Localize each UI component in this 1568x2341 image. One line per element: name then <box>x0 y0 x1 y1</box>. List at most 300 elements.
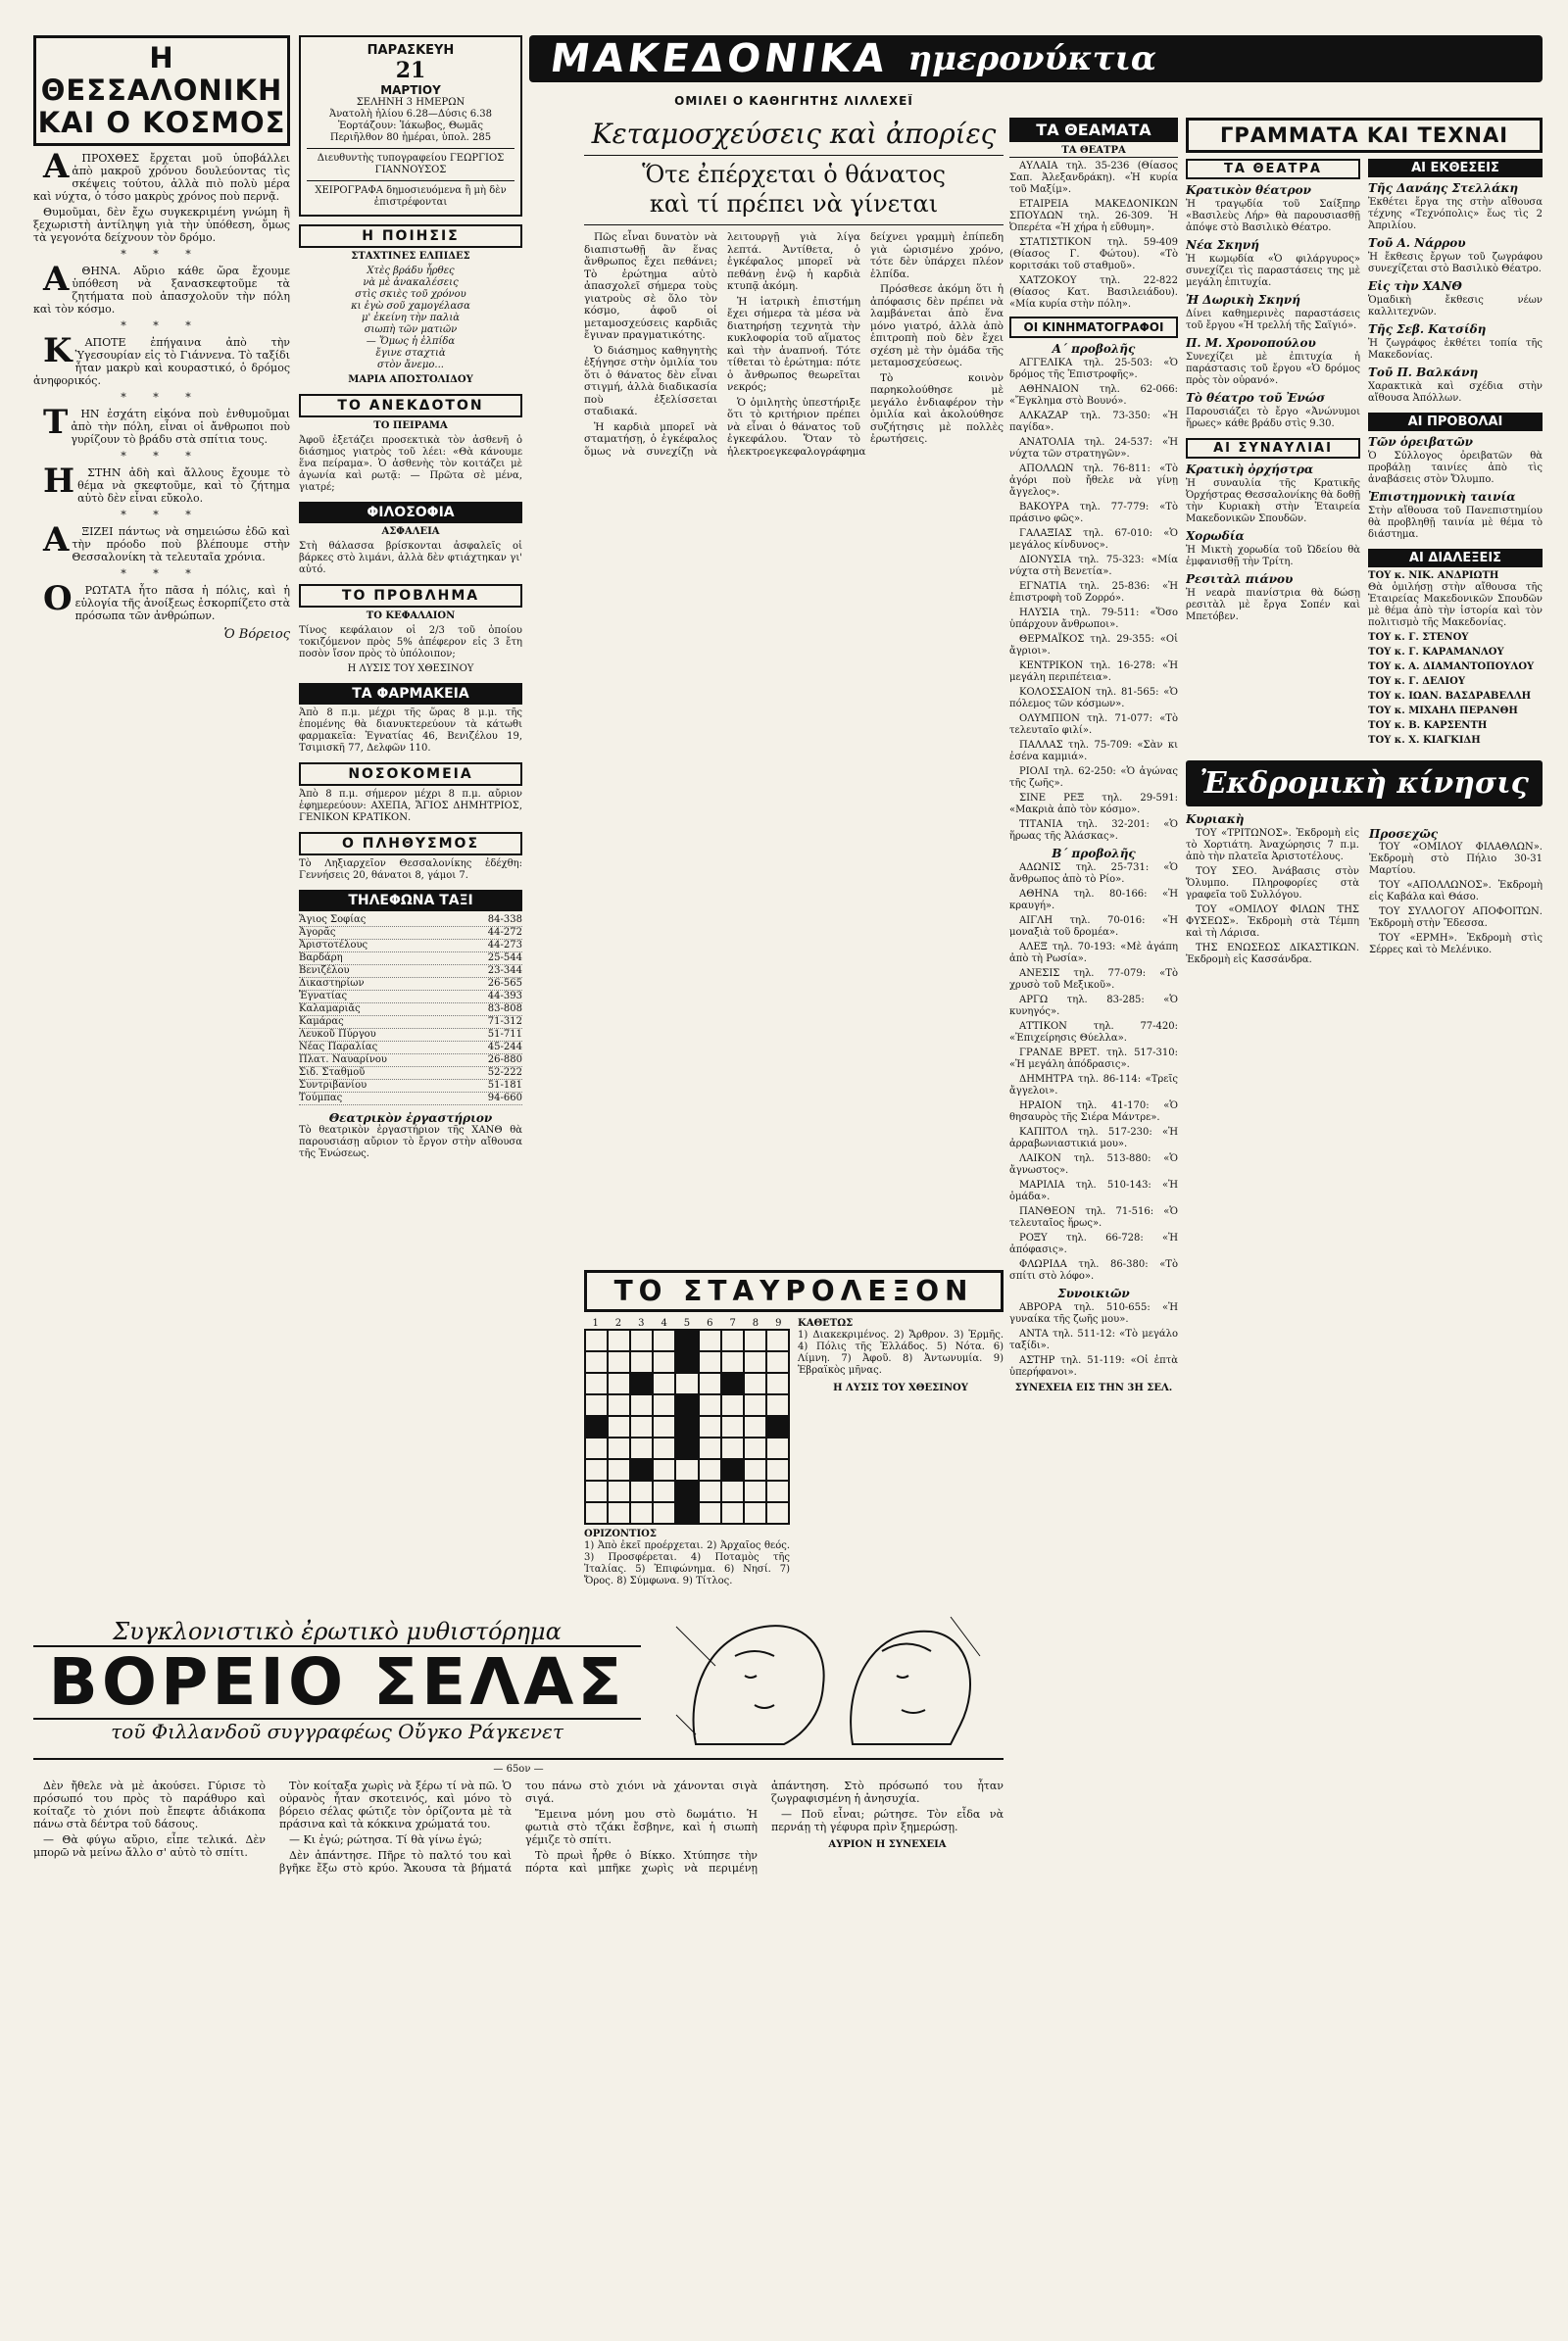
banner-title-main: ΜΑΚΕΔΟΝΙΚΑ <box>547 36 892 81</box>
left-signature: Ὁ Βόρειος <box>223 627 290 642</box>
date-line: Περιῆλθον 80 ἡμέραι, ὑπολ. 285 <box>329 132 492 143</box>
feature-headline-2: Ὅτε ἐπέρχεται ὁ θάνατος <box>642 161 946 188</box>
crossword-cell <box>766 1438 789 1459</box>
crossword-cell <box>585 1481 608 1502</box>
banner-subtitle-text: ΟΜΙΛΕΙ Ο ΚΑΘΗΓΗΤΗΣ ΛΙΛΛΕΧΕΪ <box>674 94 913 108</box>
cinema-entry: ΑΒΡΟΡΑ τηλ. 510-655: «Ἡ γυναίκα τῆς ζωῆς μου». <box>1009 1302 1178 1325</box>
crossword-cell <box>766 1351 789 1373</box>
taxi-number: 94-660 <box>487 1093 522 1103</box>
left-paragraph: ΗΣΤΗΝ ἀδὴ καὶ ἄλλους ἔχουμε τὸ θέμα νὰ σκεφτοῦμε, καὶ τὸ ζήτημα αὐτὸ δὲν εἶναι εὔκολο. <box>43 462 290 505</box>
letters-item-title: Π. Μ. Χρονοπούλου <box>1186 336 1316 350</box>
taxi-station: Λευκοῦ Πύργου <box>299 1029 376 1040</box>
novel-body <box>33 1780 1004 2250</box>
crossword-cell <box>699 1502 721 1524</box>
letters-item-title: Τὸ θέατρο τοῦ Ἐνώσ <box>1186 391 1326 405</box>
exhibition-title: Τοῦ Α. Νάρρου <box>1368 236 1466 250</box>
crossword-cell <box>721 1502 744 1524</box>
taxi-station: Ἐγνατίας <box>299 991 348 1001</box>
date-line: ΣΕΛΗΝΗ 3 ΗΜΕΡΩΝ <box>356 97 466 108</box>
letters-header: ΓΡΑΜΜΑΤΑ ΚΑΙ ΤΕΧΝΑΙ <box>1186 118 1543 153</box>
exhibition-title: Εἰς τὴν ΧΑΝΘ <box>1368 279 1462 293</box>
novel-paragraph: — Ποῦ εἶναι; ρώτησε. Τὸν εἶδα νὰ περνάῃ τὴ γέφυρα πρὶν ξημερώσῃ. <box>771 1808 1004 1833</box>
left-paragraph: ΚΑΠΟΤΕ ἐπήγαινα ἀπὸ τὴν Ὑγεσουρίαν εἰς τὸ Γιάννενα. Τὸ ταξίδι ἦταν μακρὺ καὶ κουραστικό, ὁ δρόμος ἀνηφορικός. <box>33 331 290 387</box>
anecdote-text: Ἀφοῦ ἐξετάζει προσεκτικὰ τὸν ἀσθενῆ ὁ διάσημος γιατρὸς τοῦ λέει: «Θὰ κάνουμε ἕνα πείραμα». Ὁ ἀσθενὴς τὸν κοιτάζει μὲ ἀγωνία καὶ ρωτᾷ: — Πρῶτα σὲ μένα, γιατρέ; <box>299 435 522 493</box>
clinic-text: Ἀπὸ 8 π.μ. σήμερον μέχρι 8 π.μ. αὔριον ἐφημερεύουν: ΑΧΕΠΑ, ἌΓΙΟΣ ΔΗΜΗΤΡΙΟΣ, ΓΕΝΙΚΟΝ ΚΡΑΤΙΚΟΝ. <box>299 789 522 823</box>
letters-item-text: Συνεχίζει μὲ ἐπιτυχία ἡ παράστασις τοῦ ἔργου «Ὁ δρόμος πρὸς τὸν οὐρανό». <box>1186 352 1360 386</box>
concert-text: Ἡ νεαρὰ πιανίστρια θὰ δώσῃ ρεσιτὰλ μὲ ἔργα Σοπέν καὶ Μπετόβεν. <box>1186 588 1360 622</box>
lecture-speaker: ΤΟΥ κ. Γ. ΚΑΡΑΜΑΝΛΟΥ <box>1368 647 1504 658</box>
crossword-cell <box>653 1351 675 1373</box>
taxi-phone-row <box>299 1003 522 1016</box>
cinemas-header: ΟΙ ΚΙΝΗΜΑΤΟΓΡΑΦΟΙ <box>1009 317 1178 338</box>
cinema-entry: ΑΙΓΛΗ τηλ. 70-016: «Ἡ μοναξιὰ τοῦ δρομέα». <box>1009 915 1178 938</box>
crossword-cell <box>653 1394 675 1416</box>
banner-title-script: ημερονύκτια <box>907 39 1157 78</box>
poetry-header: Η ΠΟΙΗΣΙΣ <box>299 224 522 248</box>
taxi-station: Βενιζέλου <box>299 965 350 976</box>
theatres-subheader: ΤΑ ΘΕΑΤΡΑ <box>1009 145 1178 158</box>
left-title-line1: Η ΘΕΣΣΑΛΟΝΙΚΗ <box>40 41 283 107</box>
crossword-solution-header: Η ΛΥΣΙΣ ΤΟΥ ΧΘΕΣΙΝΟΥ <box>833 1383 968 1393</box>
crossword-cell <box>699 1459 721 1481</box>
poetry-line: κι ἐγὼ σοῦ χαμογέλασα <box>351 301 470 312</box>
crossword-cell <box>766 1394 789 1416</box>
crossword-cell <box>630 1502 653 1524</box>
problem-answer: Η ΛΥΣΙΣ ΤΟΥ ΧΘΕΣΙΝΟΥ <box>347 663 474 674</box>
letters-body <box>1186 159 1543 747</box>
cinemas-list-3 <box>1009 1302 1178 1379</box>
novel-episode: — 65ον — <box>493 1764 544 1775</box>
cinema-entry: ΠΑΛΛΑΣ τηλ. 75-709: «Σὰν κι ἐσένα καμμιά». <box>1009 740 1178 762</box>
cinema-entry: ΑΔΩΝΙΣ τηλ. 25-731: «Ὁ ἄνθρωπος ἀπὸ τὸ Ρίο». <box>1009 862 1178 885</box>
taxi-phone-row <box>299 1016 522 1029</box>
feature-headline-1: Κεταμοσχεύσεις καὶ ἀπορίες <box>584 118 1004 156</box>
crossword-cell <box>630 1459 653 1481</box>
crossword <box>584 1270 1004 1603</box>
novel-illustration <box>657 1607 990 1754</box>
novel-paragraph: Ἔμεινα μόνη μου στὸ δωμάτιο. Ἡ φωτιὰ στὸ τζάκι ἔσβηνε, καὶ ἡ σιωπὴ γέμιζε τὸ σπίτι. <box>525 1808 758 1846</box>
lecture-text: Θὰ ὁμιλήσῃ στὴν αἴθουσα τῆς Ἑταιρείας Μακεδονικῶν Σπουδῶν μὲ θέμα ἀπὸ τὴν ἱστορία καὶ τὸν πολιτισμὸ τῆς Μακεδονίας. <box>1368 582 1543 628</box>
crossword-cell <box>630 1416 653 1438</box>
crossword-cell <box>608 1459 630 1481</box>
crossword-cell <box>766 1330 789 1351</box>
letters-arts-column <box>1186 118 1543 2313</box>
crossword-body <box>584 1318 1004 1587</box>
feature-paragraph: Ὁ ὁμιλητὴς ὑπεστήριξε ὅτι τὸ κριτήριον πρέπει νὰ εἶναι ὁ θάνατος τοῦ ἐγκεφάλου. Ὅταν τὸ ἠλεκτροεγκεφαλογράφημα δείχνει γραμμὴ ἐπίπεδη γιὰ ὡρισμένο χρόνο, τότε δὲν ὑπάρχει πλέον ἐλπίδα. <box>727 231 1004 458</box>
crossword-cell <box>653 1373 675 1394</box>
faces-illustration <box>657 1607 990 1754</box>
cinema-entry: ΑΣΤΗΡ τηλ. 51-119: «Οἱ ἐπτὰ ὑπερήφανοι». <box>1009 1355 1178 1378</box>
crossword-cell <box>744 1351 766 1373</box>
novel-paragraph: Τὸ πρωὶ ἦρθε ὁ Βίκκο. Χτύπησε τὴν πόρτα καὶ μπῆκε χωρὶς νὰ περιμένῃ ἀπάντηση. Στὸ πρόσωπό του ἦταν ζωγραφισμένη ἡ ἀνησυχία. <box>525 1780 1004 1875</box>
cinema-entry: ΑΛΚΑΖΑΡ τηλ. 73-350: «Ἡ παγίδα». <box>1009 411 1178 433</box>
crossword-cell <box>608 1330 630 1351</box>
crossword-cell <box>675 1351 698 1373</box>
problem-text: Τίνος κεφάλαιον οἱ 2/3 τοῦ ὁποίου τοκιζόμενον πρὸς 5% ἀπέφερον εἰς 3 ἔτη ποσὸν ἴσον πρὸς τὸ ὑπόλοιπον; <box>299 625 522 659</box>
date-number: 21 <box>395 58 426 83</box>
cinema-entry: ΚΟΛΟΣΣΑΙΟΝ τηλ. 81-565: «Ὁ πόλεμος τῶν κόσμων». <box>1009 687 1178 709</box>
crossword-cell <box>585 1394 608 1416</box>
taxi-phone-row <box>299 1067 522 1080</box>
cinema-entry: ΤΙΤΑΝΙΑ τηλ. 32-201: «Ὁ ἥρωας τῆς Ἀλάσκας». <box>1009 819 1178 842</box>
excursion-entry: ΤΟΥ «ΕΡΜΗ». Ἐκδρομὴ στὶς Σέρρες καὶ τὸ Μελένικο. <box>1369 933 1543 955</box>
crossword-cell <box>675 1416 698 1438</box>
poetry-line: Χτὲς βράδυ ἦρθες <box>367 266 455 276</box>
taxi-number: 71-312 <box>487 1016 522 1027</box>
concert-title: Ρεσιτὰλ πιάνου <box>1186 572 1294 586</box>
population-text: Τὸ Ληξιαρχεῖον Θεσσαλονίκης ἐδέχθη: Γεννήσεις 20, θάνατοι 8, γάμοι 7. <box>299 858 522 881</box>
crossword-across: 1) Ἀπὸ ἐκεῖ προέρχεται. 2) Ἀρχαῖος θεός. 3) Προσφέρεται. 4) Ποταμὸς τῆς Ἰταλίας. 5) Ἐπιφώνημα. 6) Νησί. 7) Ὄρος. 8) Σύμφωνα. 9) Τίτλος. <box>584 1540 790 1586</box>
crossword-cell <box>766 1459 789 1481</box>
crossword-cell <box>675 1373 698 1394</box>
novel-paragraph: Τὸν κοίταξα χωρὶς νὰ ξέρω τί νὰ πῶ. Ὁ οὐρανὸς ἦταν σκοτεινός, καὶ μόνο τὸ βόρειο σέλας φώτιζε τὸν ὁρίζοντα μὲ τὰ πράσινα καὶ τὰ κόκκινα χρώματά του. <box>279 1780 512 1830</box>
exhibition-text: Ὁμαδικὴ ἔκθεσις νέων καλλιτεχνῶν. <box>1368 295 1543 317</box>
left-column <box>33 35 290 1574</box>
taxi-phone-row <box>299 978 522 991</box>
cinema-entry: ΘΕΡΜΑΪΚΟΣ τηλ. 29-355: «Οἱ ἄγριοι». <box>1009 634 1178 657</box>
crossword-cell <box>699 1373 721 1394</box>
crossword-cell <box>585 1416 608 1438</box>
taxi-station: Πλατ. Ναυαρίνου <box>299 1054 388 1065</box>
cinema-entry: ΑΝΕΣΙΣ τηλ. 77-079: «Τὸ χρυσὸ τοῦ Μεξικοῦ». <box>1009 968 1178 991</box>
crossword-cell <box>653 1459 675 1481</box>
crossword-cell <box>744 1394 766 1416</box>
banner-subtitle <box>588 94 1000 114</box>
lecture-speaker: ΤΟΥ κ. ΝΙΚ. ΑΝΔΡΙΩΤΗ <box>1368 570 1499 581</box>
exhibitions-header: ΑΙ ΕΚΘΕΣΕΙΣ <box>1368 159 1543 177</box>
cinema-entry: ΡΙΟΛΙ τηλ. 62-250: «Ὁ ἀγώνας τῆς ζωῆς». <box>1009 766 1178 789</box>
column-number: 3 <box>638 1318 645 1329</box>
crossword-cell <box>585 1373 608 1394</box>
concert-title: Χορωδία <box>1186 529 1245 543</box>
cinema-entry: ΑΝΑΤΟΛΙΑ τηλ. 24-537: «Ἡ νύχτα τῶν στρατηγῶν». <box>1009 437 1178 460</box>
taxi-phone-row <box>299 1080 522 1093</box>
letters-item-text: Δίνει καθημερινὲς παραστάσεις τοῦ ἔργου «Ἡ τρελλή τῆς Σαϊγιό». <box>1186 309 1360 331</box>
separator: * * * <box>121 248 203 261</box>
novel-title: ΒΟΡΕΙΟ ΣΕΛΑΣ <box>33 1645 641 1720</box>
crossword-cell <box>608 1481 630 1502</box>
taxi-number: 84-338 <box>487 914 522 925</box>
left-paragraph: ΑΠΡΟΧΘΕΣ ἔρχεται μοῦ ὑποβάλλει ἀπὸ μακροῦ χρόνου δουλεύοντας τὶς σκέψεις τούτου, ἀλλὰ πιὸ πολὺ μέρα καὶ νύχτα, ὁ τόσο μακρὺς χρόνος ποὺ περνᾷ. <box>33 147 290 203</box>
crossword-left <box>584 1318 790 1587</box>
taxi-phones-header: ΤΗΛΕΦΩΝΑ ΤΑΞΙ <box>299 890 522 911</box>
exhibition-title: Τῆς Σεβ. Κατσίδη <box>1368 322 1487 336</box>
theatre-entry: ΧΑΤΖΟΚΟΥ τηλ. 22-822 (Θίασος Κατ. Βασιλειάδου). «Μία κυρία στὴν πόλη». <box>1009 275 1178 310</box>
crossword-cell <box>721 1481 744 1502</box>
lecture-speaker: ΤΟΥ κ. ΜΙΧΑΗΛ ΠΕΡΑΝΘΗ <box>1368 706 1518 716</box>
cinema-entry: ΑΘΗΝΑ τηλ. 80-166: «Ἡ κραυγή». <box>1009 889 1178 911</box>
cinema-entry: ΛΑΙΚΟΝ τηλ. 513-880: «Ὁ ἄγνωστος». <box>1009 1153 1178 1176</box>
cinemas-neighbourhood: Συνοικιῶν <box>1057 1287 1130 1300</box>
poetry-line: — Ὅμως ἡ ἐλπίδα <box>366 336 456 347</box>
crossword-across-header: ΟΡΙΖΟΝΤΙΟΣ <box>584 1529 657 1539</box>
taxi-station: Ἄγιος Σοφίας <box>299 914 367 925</box>
feature-paragraph: Ἡ ἰατρικὴ ἐπιστήμη ἔχει σήμερα τὰ μέσα νὰ διατηρήσῃ τεχνητὰ τὴν κυκλοφορία τοῦ αἵματος καὶ τὴν ἀναπνοή. Τότε τίθεται τὸ ἐρώτημα: πότε ὁ ἄνθρωπος θεωρεῖται νεκρός; <box>727 295 860 393</box>
poetry-line: μ' ἐκείνη τὴν παλιὰ <box>361 313 460 323</box>
novel-paragraph: Δὲν ἀπάντησε. Πῆρε τὸ παλτό του καὶ βγῆκε ἔξω στὸ κρύο. Ἄκουσα τὰ βήματά του πάνω στὸ χιόνι νὰ χάνονται σιγὰ σιγά. <box>279 1780 758 1875</box>
taxi-phone-row <box>299 952 522 965</box>
crossword-cell <box>766 1416 789 1438</box>
taxi-number: 52-222 <box>487 1067 522 1078</box>
concert-text: Ἡ Μικτὴ χορωδία τοῦ Ὠδείου θὰ ἐμφανισθῇ τὴν Τρίτη. <box>1186 545 1360 567</box>
taxi-phone-row <box>299 991 522 1003</box>
column-number: 4 <box>661 1318 667 1329</box>
screening-title: Τῶν ὁρειβατῶν <box>1368 435 1473 449</box>
crossword-cell <box>585 1438 608 1459</box>
crossword-cell <box>630 1438 653 1459</box>
taxi-number: 25-544 <box>487 952 522 963</box>
taxi-station: Τούμπας <box>299 1093 343 1103</box>
clinic-header: ΝΟΣΟΚΟΜΕΙΑ <box>299 762 522 786</box>
taxi-phone-row <box>299 914 522 927</box>
concerts-header: ΑΙ ΣΥΝΑΥΛΙΑΙ <box>1186 438 1360 459</box>
crossword-cell <box>744 1416 766 1438</box>
crossword-cell <box>721 1351 744 1373</box>
poetry-line: στὸν ἄνεμο... <box>377 360 444 370</box>
crossword-title: ΤΟ ΣΤΑΥΡΟΛΕΞΟΝ <box>584 1270 1004 1312</box>
lectures-header: ΑΙ ΔΙΑΛΕΞΕΙΣ <box>1368 549 1543 567</box>
crossword-grid <box>584 1329 790 1525</box>
poetry-line: σιωπὴ τῶν ματιῶν <box>364 324 458 335</box>
spectacles-header: ΤΑ ΘΕΑΜΑΤΑ <box>1009 118 1178 142</box>
pharmacy-text: Ἀπὸ 8 π.μ. μέχρι τῆς ὥρας 8 μ.μ. τῆς ἑπομένης θὰ διανυκτερεύουν τὰ κάτωθι φαρμακεῖα: Ἐγνατίας 46, Βενιζέλου 19, Τσιμισκῆ 77, Δελφῶν 110. <box>299 707 522 754</box>
theatre-entry: ΣΤΑΤΙΣΤΙΚΟΝ τηλ. 59-409 (Θίασος Γ. Φώτου). «Τὸ κοριτσάκι τοῦ σταθμοῦ». <box>1009 237 1178 271</box>
crossword-cell <box>699 1416 721 1438</box>
cinema-entry: ΑΘΗΝΑΙΟΝ τηλ. 62-066: «Ἔγκλημα στὸ Βουνό». <box>1009 384 1178 407</box>
exhibition-text: Ἐκθέτει ἔργα της στὴν αἴθουσα τέχνης «Τεχνόπολις» ἕως τὶς 2 Ἀπριλίου. <box>1368 197 1543 231</box>
taxi-number: 44-393 <box>487 991 522 1001</box>
column-number: 5 <box>683 1318 691 1329</box>
excursion-entry: ΤΟΥ «ΟΜΙΛΟΥ ΦΙΛΩΝ ΤΗΣ ΦΥΣΕΩΣ». Ἐκδρομὴ στὰ Τέμπη καὶ τὴ Λάρισα. <box>1186 904 1359 939</box>
column-number: 6 <box>707 1318 713 1329</box>
cinema-entry: ΑΡΓΩ τηλ. 83-285: «Ὁ κυνηγός». <box>1009 995 1178 1017</box>
column-number: 9 <box>775 1318 782 1329</box>
crossword-cell <box>585 1330 608 1351</box>
taxi-number: 44-272 <box>487 927 522 938</box>
cinema-entry: ΓΡΑΝΔΕ ΒΡΕΤ. τηλ. 517-310: «Ἡ μεγάλη ἀπόδρασις». <box>1009 1048 1178 1070</box>
taxi-phone-row <box>299 1029 522 1042</box>
taxi-station: Ἀριστοτέλους <box>299 940 368 951</box>
theatre-column <box>1009 118 1178 2313</box>
philosophy-header: ΦΙΛΟΣΟΦΙΑ <box>299 502 522 523</box>
left-article <box>33 147 290 642</box>
taxi-number: 45-244 <box>487 1042 522 1052</box>
letters-item-title: Κρατικὸν θέατρον <box>1186 183 1311 197</box>
cinemas-second-run: Β΄ προβολῆς <box>1052 847 1136 860</box>
crossword-cell <box>630 1394 653 1416</box>
excursions-list <box>1186 828 1543 966</box>
problem-title: ΤΟ ΚΕΦΑΛΑΙΟΝ <box>366 610 456 621</box>
theatres-list <box>1009 161 1178 311</box>
taxi-phones-list <box>299 914 522 1105</box>
feature-paragraph: Ἡ καρδιὰ μπορεῖ νὰ σταματήσῃ, ὁ ἐγκέφαλος ὅμως νὰ συνεχίζῃ νὰ λειτουργῇ γιὰ λίγα λεπτά. Ἀντίθετα, ὁ ἐγκέφαλος μπορεῖ νὰ πεθάνῃ ἐνῷ ἡ καρδιὰ κτυπᾷ ἀκόμη. <box>584 231 860 458</box>
crossword-cell <box>766 1373 789 1394</box>
crossword-cell <box>675 1481 698 1502</box>
feature-body <box>584 231 1004 1162</box>
screening-title: Ἐπιστημονικὴ ταινία <box>1368 490 1516 504</box>
crossword-right <box>798 1318 1004 1587</box>
column-number: 2 <box>614 1318 622 1329</box>
banner-title <box>529 35 1543 82</box>
separator: * * * <box>121 509 203 521</box>
excursion-entry: ΤΟΥ ΣΥΛΛΟΓΟΥ ΑΠΟΦΟΙΤΩΝ. Ἐκδρομὴ στὴν Ἔδεσσα. <box>1369 906 1543 929</box>
cinema-entry: ΡΟΞΥ τηλ. 66-728: «Ἡ ἀπόφασις». <box>1009 1233 1178 1255</box>
crossword-cell <box>608 1438 630 1459</box>
crossword-cell <box>608 1502 630 1524</box>
cinema-entry: ΑΛΕΞ τηλ. 70-193: «Μὲ ἀγάπη ἀπὸ τὴ Ρωσία». <box>1009 942 1178 964</box>
cinema-entry: ΑΠΟΛΛΩΝ τηλ. 76-811: «Τὸ ἀγόρι ποὺ ἤθελε νὰ γίνῃ ἄγγελος». <box>1009 463 1178 498</box>
crossword-cell <box>585 1459 608 1481</box>
feature-paragraph: Τὸ κοινὸν παρηκολούθησε μὲ μεγάλο ἐνδιαφέρον τὴν ὁμιλία καὶ ἀκολούθησε συζήτησις μὲ πολλὲς ἐρωτήσεις. <box>870 371 1004 445</box>
crossword-cell <box>699 1438 721 1459</box>
taxi-phone-row <box>299 927 522 940</box>
feature-paragraph: Ὁ διάσημος καθηγητὴς ἐξήγησε στὴν ὁμιλία του ὅτι ὁ θάνατος δὲν εἶναι στιγμή, ἀλλὰ διαδικασία ποὺ ἐξελίσσεται σταδιακά. <box>584 344 717 417</box>
novel-header <box>33 1607 1004 1760</box>
theatre-note-title: Θεατρικὸν ἐργαστήριον <box>328 1111 493 1125</box>
cinema-entry: ΑΓΓΕΛΙΚΑ τηλ. 25-503: «Ὁ δρόμος τῆς Ἐπιστροφῆς». <box>1009 358 1178 380</box>
date-day: ΠΑΡΑΣΚΕΥΗ <box>367 43 455 58</box>
crossword-numbers <box>584 1318 790 1329</box>
novel-paragraph: — Κι ἐγώ; ρώτησα. Τί θὰ γίνω ἐγώ; <box>289 1833 483 1846</box>
taxi-number: 44-273 <box>487 940 522 951</box>
theatre-entry: ΕΤΑΙΡΕΙΑ ΜΑΚΕΔΟΝΙΚΩΝ ΣΠΟΥΔΩΝ τηλ. 26-309. Ἡ Ὀπερέτα «Ἡ χήρα ἡ εὔθυμη». <box>1009 199 1178 233</box>
taxi-station: Σιδ. Σταθμοῦ <box>299 1067 366 1078</box>
lecture-speaker: ΤΟΥ κ. Χ. ΚΙΑΓΚΙΔΗ <box>1368 735 1481 746</box>
theatre-note-text: Τὸ θεατρικὸν ἐργαστήριον τῆς ΧΑΝΘ θὰ παρουσιάσῃ αὔριον τὸ ἔργον στὴν αἴθουσα τῆς Ἑνώσεως. <box>299 1125 522 1159</box>
novel-paragraph: — Θὰ φύγω αὔριο, εἶπε τελικά. Δὲν μπορῶ νὰ μείνω ἄλλο σ' αὐτὸ τὸ σπίτι. <box>33 1833 266 1859</box>
concert-title: Κρατικὴ ὀρχήστρα <box>1186 463 1314 476</box>
crossword-cell <box>744 1459 766 1481</box>
crossword-cell <box>744 1438 766 1459</box>
taxi-station: Νέας Παραλίας <box>299 1042 378 1052</box>
poetry-line: νὰ μὲ ἀνακαλέσεις <box>363 277 459 288</box>
cinema-entry: ΑΤΤΙΚΟΝ τηλ. 77-420: «Ἐπιχείρησις Θύελλα». <box>1009 1021 1178 1044</box>
crossword-cell <box>721 1394 744 1416</box>
lecture-speaker: ΤΟΥ κ. Β. ΚΑΡΣΕΝΤΗ <box>1368 720 1488 731</box>
lecture-speaker: ΤΟΥ κ. Α. ΔΙΑΜΑΝΤΟΠΟΥΛΟΥ <box>1368 661 1535 672</box>
taxi-phone-row <box>299 940 522 952</box>
date-line: Ἀνατολὴ ἡλίου 6.28—Δύσις 6.38 <box>328 109 492 120</box>
taxi-number: 26-880 <box>487 1054 522 1065</box>
taxi-number: 51-181 <box>487 1080 522 1091</box>
crossword-cell <box>653 1330 675 1351</box>
crossword-cell <box>744 1481 766 1502</box>
crossword-cell <box>721 1459 744 1481</box>
poetry-line: στὶς σκιὲς τοῦ χρόνου <box>355 289 466 300</box>
lecture-speaker: ΤΟΥ κ. ΙΩΑΝ. ΒΑΣΔΡΑΒΕΛΛΗ <box>1368 691 1532 702</box>
lecture-speaker: ΤΟΥ κ. Γ. ΔΕΛΙΟΥ <box>1368 676 1465 687</box>
separator: * * * <box>121 391 203 404</box>
cinema-entry: ΑΝΤΑ τηλ. 511-12: «Τὸ μεγάλο ταξίδι». <box>1009 1329 1178 1351</box>
crossword-cell <box>585 1351 608 1373</box>
crossword-cell <box>608 1351 630 1373</box>
cinema-entry: ΦΛΩΡΙΔΑ τηλ. 86-380: «Τὸ σπίτι στὸ λόφο». <box>1009 1259 1178 1282</box>
lecture-speaker: ΤΟΥ κ. Γ. ΣΤΕΝΟΥ <box>1368 632 1469 643</box>
cinemas-first-run: Α΄ προβολῆς <box>1052 342 1136 356</box>
banner <box>529 35 1543 92</box>
cinemas-list-1 <box>1009 358 1178 843</box>
separator: * * * <box>121 567 203 580</box>
pharmacy-header: ΤΑ ΦΑΡΜΑΚΕΙΑ <box>299 683 522 705</box>
cinema-entry: ΣΙΝΕ ΡΕΞ τηλ. 29-591: «Μακριὰ ἀπὸ τὸν κόσμο». <box>1009 793 1178 815</box>
date-line: Ἑορτάζουν: Ἰάκωβος, Θωμᾶς <box>337 121 484 131</box>
date-box <box>299 35 522 217</box>
exhibition-title: Τῆς Δανάης Στελλάκη <box>1368 181 1519 195</box>
separator: * * * <box>121 319 203 332</box>
crossword-cell <box>766 1502 789 1524</box>
crossword-cell <box>675 1502 698 1524</box>
left-paragraph: Θυμοῦμαι, δὲν ἔχω συγκεκριμένη γνώμη ἢ ξεχωριστὴ ἀντίληψη γιὰ τὴν ὑπόθεση, ὅμως τὰ γεγονότα δείχνουν τὸν δρόμο. <box>33 206 290 244</box>
left-paragraph: ΑΘΗΝΑ. Αὔριο κάθε ὥρα ἔχουμε ὑπόθεση νὰ ξανασκεφτοῦμε τὰ ζητήματα ποὺ ἀπασχολοῦν τὴν πόλη καὶ τὸν κόσμο. <box>33 260 290 316</box>
taxi-station: Καλαμαριᾶς <box>299 1003 361 1014</box>
exhibition-title: Τοῦ Π. Βαλκάνη <box>1368 366 1479 379</box>
philosophy-title: ΑΣΦΑΛΕΙΑ <box>381 526 440 537</box>
taxi-station: Βαρδάρη <box>299 952 343 963</box>
cinema-entry: ΠΑΝΘΕΟΝ τηλ. 71-516: «Ὁ τελευταῖος ἥρως». <box>1009 1206 1178 1229</box>
crossword-down: 1) Διακεκριμένος. 2) Ἄρθρον. 3) Ἑρμῆς. 4) Πόλις τῆς Ἑλλάδος. 5) Νότα. 6) Λίμνη. 7) Ἀφοῦ. 8) Ἀντωνυμία. 9) Ἑβραϊκὸς μῆνας. <box>798 1330 1004 1376</box>
letters-item-text: Ἡ κωμῳδία «Ὁ φιλάργυρος» συνεχίζει τὶς παραστάσεις της μὲ μεγάλη ἐπιτυχία. <box>1186 254 1360 288</box>
column-number: 1 <box>592 1318 599 1329</box>
printer-note: Διευθυντὴς τυπογραφείου ΓΕΩΡΓΙΟΣ ΓΙΑΝΝΟΥΣΟΣ <box>317 153 505 175</box>
crossword-cell <box>653 1416 675 1438</box>
small-column <box>299 35 522 1574</box>
crossword-cell <box>608 1394 630 1416</box>
screenings-header: ΑΙ ΠΡΟΒΟΛΑΙ <box>1368 413 1543 431</box>
cinema-entry: ΔΗΜΗΤΡΑ τηλ. 86-114: «Τρεῖς ἄγγελοι». <box>1009 1074 1178 1097</box>
taxi-station: Δικαστηρίων <box>299 978 365 989</box>
taxi-number: 51-711 <box>487 1029 522 1040</box>
crossword-cell <box>744 1330 766 1351</box>
exhibition-text: Ἡ ζωγράφος ἐκθέτει τοπία τῆς Μακεδονίας. <box>1368 338 1543 361</box>
left-title-box <box>33 35 290 146</box>
crossword-cell <box>699 1351 721 1373</box>
crossword-cell <box>653 1481 675 1502</box>
manuscript-note: ΧΕΙΡΟΓΡΑΦΑ δημοσιευόμενα ἢ μὴ δὲν ἐπιστρέφονται <box>315 185 507 208</box>
crossword-cell <box>608 1416 630 1438</box>
crossword-cell <box>744 1502 766 1524</box>
left-paragraph: ΑΞΙΖΕΙ πάντως νὰ σημειώσω ἐδῶ καὶ τὴν πρόοδο ποὺ βλέπουμε στὴν Θεσσαλονίκη τὰ τελευταῖα χρόνια. <box>43 520 290 563</box>
crossword-cell <box>653 1502 675 1524</box>
excursion-entry: ΤΟΥ «ΑΠΟΛΛΩΝΟΣ». Ἐκδρομὴ εἰς Καβάλα καὶ Θάσο. <box>1369 880 1543 902</box>
poetry-title: ΣΤΑΧΤΙΝΕΣ ΕΛΠΙΔΕΣ <box>351 251 470 262</box>
letters-item-text: Ἡ τραγῳδία τοῦ Σαίξπηρ «Βασιλεὺς Λήρ» θὰ παρουσιασθῇ ἀπόψε στὸ Βασιλικὸ Θέατρο. <box>1186 199 1360 233</box>
taxi-station: Ἀγορᾶς <box>299 927 336 938</box>
cinema-entry: ΗΡΑΙΟΝ τηλ. 41-170: «Ὁ θησαυρὸς τῆς Σιέρα Μάντρε». <box>1009 1100 1178 1123</box>
cinema-entry: ΜΑΡΙΛΙΑ τηλ. 510-143: «Ἡ ὁμάδα». <box>1009 1180 1178 1202</box>
philosophy-text: Στὴ θάλασσα βρίσκονται ἀσφαλεῖς οἱ βάρκες στὸ λιμάνι, ἀλλὰ δὲν φτιάχτηκαν γι' αὐτό. <box>299 541 522 575</box>
crossword-cell <box>744 1373 766 1394</box>
crossword-cell <box>699 1394 721 1416</box>
anecdote-title: ΤΟ ΠΕΙΡΑΜΑ <box>373 420 448 431</box>
taxi-phone-row <box>299 1093 522 1105</box>
exhibition-text: Ἡ ἔκθεσις ἔργων τοῦ ζωγράφου συνεχίζεται στὸ Βασιλικὸ Θέατρο. <box>1368 252 1543 274</box>
letters-subcol-2 <box>1368 159 1543 747</box>
novel-section <box>33 1607 1004 2313</box>
cinema-entry: ΗΛΥΣΙΑ τηλ. 79-511: «Ὅσο ὑπάρχουν ἄνθρωποι». <box>1009 608 1178 630</box>
letters-item-title: Ἡ Δωρικὴ Σκηνή <box>1186 293 1300 307</box>
taxi-phone-row <box>299 1054 522 1067</box>
concert-text: Ἡ συναυλία τῆς Κρατικῆς Ὀρχήστρας Θεσσαλονίκης θὰ δοθῇ τὴν Κυριακὴ στὴν Ἑταιρεία Μακεδονικῶν Σπουδῶν. <box>1186 478 1360 524</box>
cinema-entry: ΚΕΝΤΡΙΚΟΝ τηλ. 16-278: «Ἡ μεγάλη περιπέτεια». <box>1009 660 1178 683</box>
taxi-number: 26-565 <box>487 978 522 989</box>
column-number: 7 <box>729 1318 736 1329</box>
left-title-line2: ΚΑΙ Ο ΚΟΣΜΟΣ <box>37 106 286 139</box>
feature-article <box>584 118 1004 1264</box>
crossword-cell <box>608 1373 630 1394</box>
crossword-cell <box>675 1438 698 1459</box>
problem-header: ΤΟ ΠΡΟΒΛΗΜΑ <box>299 584 522 608</box>
feature-paragraph: Πῶς εἶναι δυνατὸν νὰ διαπιστωθῇ ἂν ἕνας ἄνθρωπος ἔχει πεθάνει; Τὸ ἐρώτημα αὐτὸ ἀπασχολεῖ σήμερα τοὺς γιατροὺς σὲ ὅλο τὸν κόσμο, ἀφοῦ οἱ μεταμοσχεύσεις καρδιᾶς ἔγιναν πραγματικότης. <box>584 231 717 341</box>
